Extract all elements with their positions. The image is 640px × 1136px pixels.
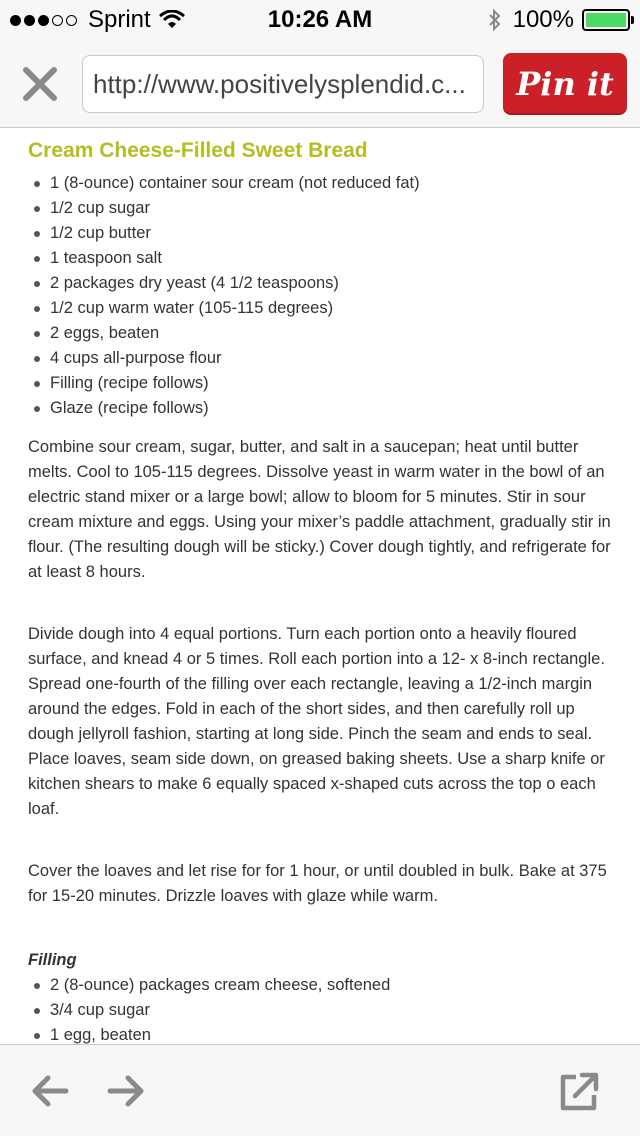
arrow-left-icon bbox=[28, 1069, 72, 1113]
browser-url-bar bbox=[0, 40, 640, 128]
list-item: 1/2 cup warm water (105-115 degrees) bbox=[28, 296, 612, 321]
list-item: 2 (8-ounce) packages cream cheese, softened bbox=[28, 973, 612, 998]
list-item: 1 (8-ounce) container sour cream (not reduced fat) bbox=[28, 171, 612, 196]
list-item: 4 cups all-purpose flour bbox=[28, 346, 612, 371]
list-item: 3/4 cup sugar bbox=[28, 998, 612, 1023]
forward-button[interactable] bbox=[104, 1069, 148, 1113]
status-time: 10:26 AM bbox=[267, 6, 373, 33]
close-button[interactable] bbox=[20, 64, 60, 104]
list-item: 1/2 cup sugar bbox=[28, 196, 612, 221]
status-bar bbox=[0, 0, 640, 40]
list-item: 1/2 cup butter bbox=[28, 221, 612, 246]
open-external-icon bbox=[558, 1069, 602, 1113]
battery-percent: 100% bbox=[512, 6, 574, 33]
filling-list bbox=[28, 973, 612, 1044]
list-item: 1 egg, beaten bbox=[28, 1023, 612, 1044]
arrow-right-icon bbox=[104, 1069, 148, 1113]
page-content bbox=[0, 128, 640, 1044]
open-external-button[interactable] bbox=[558, 1069, 602, 1113]
list-item: 2 eggs, beaten bbox=[28, 321, 612, 346]
instruction-paragraph: Cover the loaves and let rise for for 1 hour, or until doubled in bulk. Bake at 375 for 15-20 minutes. Drizzle loaves with glaze while warm. bbox=[28, 862, 607, 905]
filling-title: Filling bbox=[28, 951, 77, 969]
close-icon bbox=[20, 64, 60, 104]
url-field[interactable]: http://www.positivelysplendid.c... bbox=[82, 55, 484, 113]
pin-it-button[interactable]: Pin it bbox=[503, 53, 627, 115]
list-item: 1 teaspoon salt bbox=[28, 246, 612, 271]
bluetooth-icon bbox=[487, 8, 503, 32]
status-right bbox=[487, 6, 630, 34]
battery-fill bbox=[586, 13, 626, 27]
list-item: 2 packages dry yeast (4 1/2 teaspoons) bbox=[28, 271, 612, 296]
browser-toolbar bbox=[0, 1044, 640, 1136]
battery-icon bbox=[582, 9, 630, 31]
list-item: Filling (recipe follows) bbox=[28, 371, 612, 396]
recipe-title: Cream Cheese-Filled Sweet Bread bbox=[28, 139, 368, 162]
instruction-paragraph: Divide dough into 4 equal portions. Turn each portion onto a heavily floured surface, and knead 4 or 5 times. Roll each portion into a 12- x 8-inch rectangle. Spread one-fourth of the filling over each rectangle, leaving a 1/2-inch margin around the edges. Fold in each of the short sides, and then carefully roll up dough jellyroll fashion, starting at long side. Pinch the seam and ends to seal. Place loaves, seam side down, on greased baking sheets. Use a sharp knife or kitchen shears to make 6 equally spaced x-shaped cuts across the top o each loaf. bbox=[28, 625, 605, 818]
carrier-name: Sprint bbox=[88, 6, 151, 33]
instruction-paragraph: Combine sour cream, sugar, butter, and salt in a saucepan; heat until butter melts. Cool to 105-115 degrees. Dissolve yeast in warm water in the bowl of an electric stand mixer or a large bowl; allow to bloom for 5 minutes. Stir in sour cream mixture and eggs. Using your mixer’s paddle attachment, gradually stir in flour. (The resulting dough will be sticky.) Cover dough tightly, and refrigerate for at least 8 hours. bbox=[28, 438, 611, 581]
back-button[interactable] bbox=[28, 1069, 72, 1113]
ingredient-list bbox=[28, 171, 612, 421]
list-item: Glaze (recipe follows) bbox=[28, 396, 612, 421]
